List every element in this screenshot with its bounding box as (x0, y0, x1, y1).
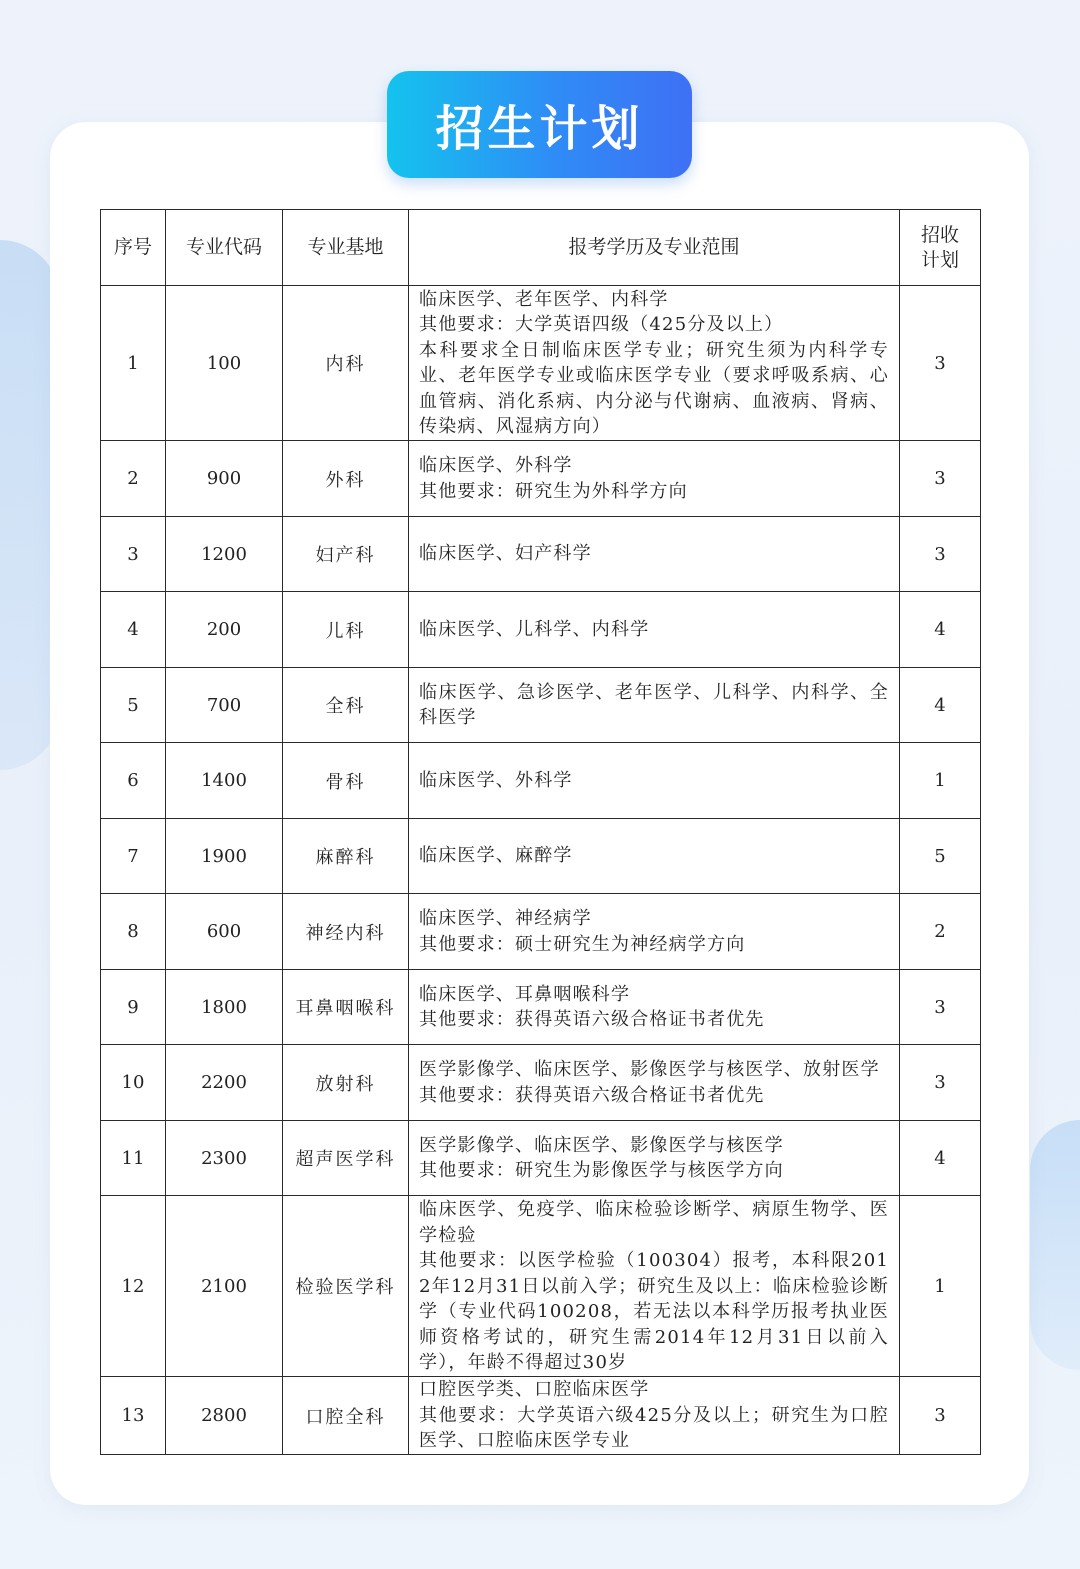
scope-line: 其他要求：获得英语六级合格证书者优先 (419, 1084, 765, 1106)
cell-plan: 3 (900, 1377, 981, 1455)
cell-index: 13 (101, 1377, 166, 1455)
cell-base: 超声医学科 (283, 1121, 409, 1196)
cell-plan: 1 (900, 743, 981, 819)
scope-line: 本科要求全日制临床医学专业；研究生须为内科学专业、老年医学专业或临床医学专业（要求呼吸系病、心血管病、消化系病、内分泌与代谢病、血液病、肾病、传染病、风湿病方向） (419, 339, 889, 438)
title-badge (387, 71, 692, 178)
cell-base: 放射科 (283, 1045, 409, 1121)
cell-index: 7 (101, 819, 166, 894)
background-decoration-right (1030, 1120, 1080, 1370)
header-plan-line1: 招收 (920, 223, 959, 246)
cell-index: 5 (101, 668, 166, 743)
cell-code: 2800 (166, 1377, 283, 1455)
scope-line: 临床医学、急诊医学、老年医学、儿科学、内科学、全科医学 (419, 681, 889, 729)
cell-code: 600 (166, 894, 283, 970)
page-title: 招生计划 (435, 101, 644, 157)
table-row (101, 286, 981, 441)
cell-plan: 2 (900, 894, 981, 970)
scope-line: 临床医学、儿科学、内科学 (419, 618, 650, 640)
cell-scope (409, 592, 900, 668)
cell-index: 11 (101, 1121, 166, 1196)
cell-plan: 4 (900, 668, 981, 743)
table-header-row (101, 210, 981, 286)
table-row (101, 441, 981, 517)
scope-line: 临床医学、妇产科学 (419, 543, 592, 565)
cell-code: 100 (166, 286, 283, 441)
header-base: 专业基地 (283, 210, 409, 286)
cell-base: 儿科 (283, 592, 409, 668)
scope-line: 其他要求：以医学检验（100304）报考，本科限2012年12月31日以前入学；研究生及以上：临床检验诊断学（专业代码100208，若无法以本科学历报考执业医师资格考试的，研究生需2014年12月31日以前入学），年龄不得超过30岁 (419, 1250, 889, 1374)
cell-plan: 3 (900, 1045, 981, 1121)
cell-base: 骨科 (283, 743, 409, 819)
cell-index: 9 (101, 970, 166, 1045)
header-plan (900, 210, 981, 286)
cell-scope (409, 819, 900, 894)
cell-base: 检验医学科 (283, 1196, 409, 1377)
scope-line: 口腔医学类、口腔临床医学 (419, 1379, 650, 1401)
scope-line: 其他要求：研究生为影像医学与核医学方向 (419, 1160, 784, 1182)
cell-scope (409, 743, 900, 819)
scope-line: 临床医学、耳鼻咽喉科学 (419, 983, 631, 1005)
cell-plan: 3 (900, 517, 981, 592)
cell-plan: 3 (900, 286, 981, 441)
table-row (101, 1196, 981, 1377)
cell-scope (409, 970, 900, 1045)
cell-base: 全科 (283, 668, 409, 743)
header-scope: 报考学历及专业范围 (409, 210, 900, 286)
scope-line: 其他要求：大学英语四级（425分及以上） (419, 314, 784, 336)
cell-base: 外科 (283, 441, 409, 517)
table-row (101, 743, 981, 819)
table-row (101, 592, 981, 668)
scope-line: 临床医学、麻醉学 (419, 845, 573, 867)
scope-line: 临床医学、免疫学、临床检验诊断学、病原生物学、医学检验 (419, 1199, 889, 1246)
cell-code: 2200 (166, 1045, 283, 1121)
scope-line: 医学影像学、临床医学、影像医学与核医学 (419, 1134, 784, 1156)
cell-index: 3 (101, 517, 166, 592)
cell-scope (409, 441, 900, 517)
cell-index: 12 (101, 1196, 166, 1377)
cell-base: 妇产科 (283, 517, 409, 592)
table-row (101, 819, 981, 894)
cell-code: 900 (166, 441, 283, 517)
cell-scope (409, 286, 900, 441)
cell-scope (409, 894, 900, 970)
cell-plan: 4 (900, 1121, 981, 1196)
header-code: 专业代码 (166, 210, 283, 286)
scope-line: 其他要求：硕士研究生为神经病学方向 (419, 933, 746, 955)
cell-index: 6 (101, 743, 166, 819)
cell-scope (409, 668, 900, 743)
cell-scope (409, 1196, 900, 1377)
cell-index: 2 (101, 441, 166, 517)
cell-base: 口腔全科 (283, 1377, 409, 1455)
table-row (101, 1045, 981, 1121)
scope-line: 其他要求：研究生为外科学方向 (419, 480, 688, 502)
table-row (101, 1377, 981, 1455)
header-plan-line2: 计划 (920, 248, 959, 271)
scope-line: 其他要求：获得英语六级合格证书者优先 (419, 1009, 765, 1031)
table-row (101, 970, 981, 1045)
cell-code: 200 (166, 592, 283, 668)
table-row (101, 894, 981, 970)
table-body (101, 286, 981, 1455)
cell-code: 700 (166, 668, 283, 743)
cell-scope (409, 517, 900, 592)
scope-line: 其他要求：大学英语六级425分及以上；研究生为口腔医学、口腔临床医学专业 (419, 1404, 889, 1452)
cell-code: 1900 (166, 819, 283, 894)
cell-index: 10 (101, 1045, 166, 1121)
cell-plan: 5 (900, 819, 981, 894)
cell-scope (409, 1377, 900, 1455)
cell-base: 耳鼻咽喉科 (283, 970, 409, 1045)
cell-plan: 3 (900, 970, 981, 1045)
cell-plan: 4 (900, 592, 981, 668)
cell-code: 1400 (166, 743, 283, 819)
enrollment-plan-table (100, 209, 981, 1455)
scope-line: 医学影像学、临床医学、影像医学与核医学、放射医学 (419, 1059, 880, 1081)
scope-line: 临床医学、外科学 (419, 769, 573, 791)
cell-index: 8 (101, 894, 166, 970)
cell-index: 4 (101, 592, 166, 668)
cell-plan: 1 (900, 1196, 981, 1377)
cell-base: 内科 (283, 286, 409, 441)
cell-scope (409, 1121, 900, 1196)
cell-code: 1800 (166, 970, 283, 1045)
cell-base: 神经内科 (283, 894, 409, 970)
cell-index: 1 (101, 286, 166, 441)
table-row (101, 517, 981, 592)
header-index: 序号 (101, 210, 166, 286)
scope-line: 临床医学、外科学 (419, 455, 573, 477)
cell-base: 麻醉科 (283, 819, 409, 894)
scope-line: 临床医学、老年医学、内科学 (419, 288, 669, 310)
cell-plan: 3 (900, 441, 981, 517)
table-row (101, 1121, 981, 1196)
cell-scope (409, 1045, 900, 1121)
cell-code: 1200 (166, 517, 283, 592)
scope-line: 临床医学、神经病学 (419, 908, 592, 930)
cell-code: 2100 (166, 1196, 283, 1377)
cell-code: 2300 (166, 1121, 283, 1196)
table-row (101, 668, 981, 743)
